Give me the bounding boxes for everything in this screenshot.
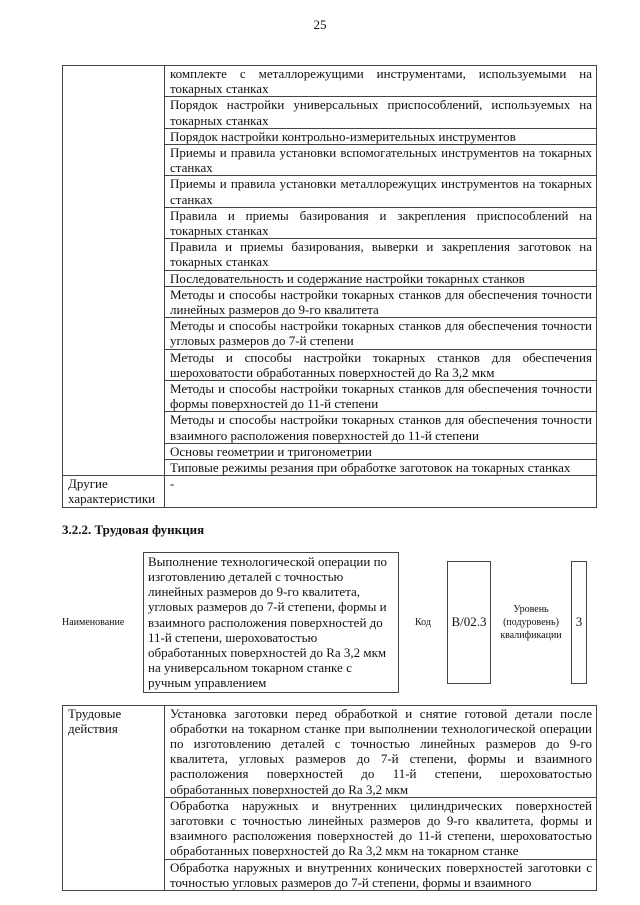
knowledge-item: Основы геометрии и тригонометрии [165, 443, 597, 459]
section-heading: 3.2.2. Трудовая функция [62, 521, 205, 537]
knowledge-item: Правила и приемы базирования и закрепления приспособлений на токарных станках [165, 207, 597, 238]
labor-actions-table [62, 705, 597, 891]
knowledge-item: Методы и способы настройки токарных станков для обеспечения шероховатости обработанных поверхностей до Ra 3,2 мкм [165, 349, 597, 380]
code-label: Код [415, 616, 431, 628]
code-value-box: B/02.3 [447, 561, 491, 684]
knowledge-item: Приемы и правила установки вспомогательных инструментов на токарных станках [165, 145, 597, 176]
name-label: Наименование [62, 616, 125, 628]
knowledge-item: Приемы и правила установки металлорежущих инструментов на токарных станках [165, 176, 597, 207]
function-header [62, 552, 597, 693]
knowledge-item: Методы и способы настройки токарных станков для обеспечения точности взаимного расположения поверхностей до 11-й степени [165, 412, 597, 443]
knowledge-item: Типовые режимы резания при обработке заготовок на токарных станках [165, 460, 597, 476]
other-label: Другие характеристики [63, 476, 165, 507]
actions-label: Трудовые действия [63, 705, 165, 890]
page-number: 25 [313, 17, 327, 32]
other-value: - [165, 476, 597, 507]
knowledge-item: комплекте с металлорежущими инструментами, используемыми на токарных станках [165, 66, 597, 97]
labor-action-item: Установка заготовки перед обработкой и снятие готовой детали после обработки на токарном станке при выполнении технологической операции по изготовлению деталей с точностью линейных размеров до 9-го квалитета, угловых размеров до 7-й степени, формы и взаимного расположения поверхностей до 11-й степени, шероховатостью обработанных поверхностей до Ra 3,2 мкм [165, 705, 597, 797]
level-label: Уровень (подуровень) квалификации [500, 603, 562, 641]
knowledge-table [62, 65, 597, 508]
function-name-box: Выполнение технологической операции по изготовлению деталей с точностью линейных размеров до 9-го квалитета, угловых размеров до 7-й степени, формы и взаимного расположения поверхностей до 11-й степени, шероховатостью обработанных поверхностей до Ra 3,2 мкм на универсальном токарном станке с ручным управлением [143, 552, 399, 693]
table-row [63, 476, 597, 507]
table-row [63, 66, 597, 97]
knowledge-item: Порядок настройки контрольно-измерительных инструментов [165, 128, 597, 144]
knowledge-item: Методы и способы настройки токарных станков для обеспечения точности линейных размеров до 9-го квалитета [165, 286, 597, 317]
knowledge-item: Методы и способы настройки токарных станков для обеспечения точности формы поверхностей до 11-й степени [165, 381, 597, 412]
level-value-box: 3 [571, 561, 587, 684]
knowledge-item: Последовательность и содержание настройки токарных станков [165, 270, 597, 286]
knowledge-item: Порядок настройки универсальных приспособлений, используемых на токарных станках [165, 97, 597, 128]
table-row [63, 705, 597, 797]
knowledge-item: Методы и способы настройки токарных станков для обеспечения точности угловых размеров до 7-й степени [165, 318, 597, 349]
knowledge-item: Правила и приемы базирования, выверки и закрепления заготовок на токарных станках [165, 239, 597, 270]
row-label-cell [63, 66, 165, 476]
labor-action-item: Обработка наружных и внутренних цилиндрических поверхностей заготовки с точностью линейных размеров до 9-го квалитета, формы и взаимного расположения поверхностей до 11-й степени, шероховатостью обработанных поверхностей до Ra 3,2 мкм на токарном станке [165, 797, 597, 859]
labor-action-item: Обработка наружных и внутренних конических поверхностей заготовки с точностью угловых размеров до 7-й степени, формы и взаимного [165, 859, 597, 890]
